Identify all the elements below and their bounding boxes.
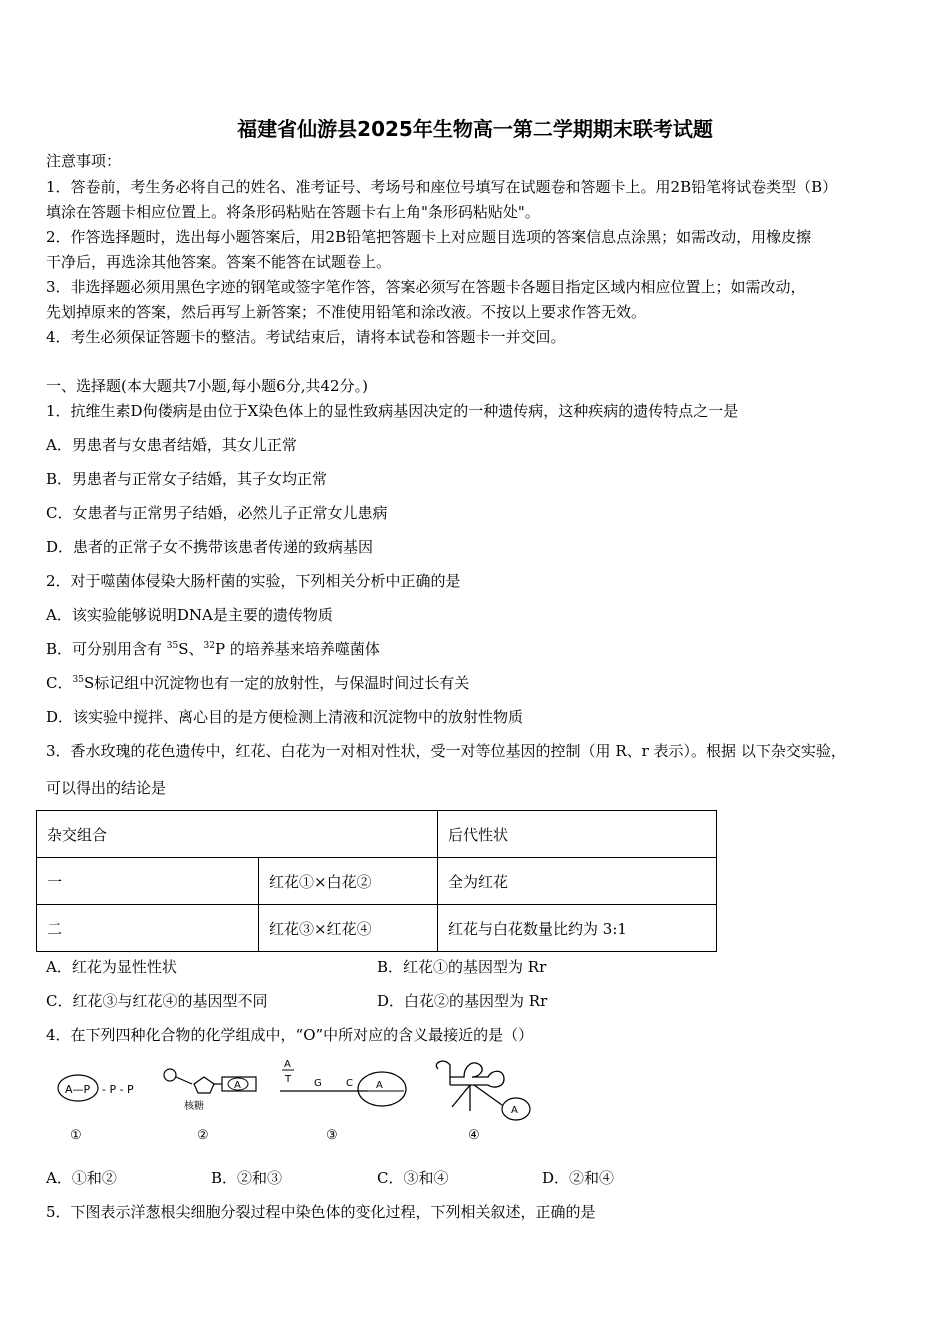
question-4-stem: 4．在下列四种化合物的化学组成中，“O”中所对应的含义最接近的是（）	[46, 1026, 534, 1044]
q2-option-c	[46, 673, 469, 693]
q2-c-pre: C．	[46, 674, 73, 692]
q2-c-post: S标记组中沉淀物也有一定的放射性，与保温时间过长有关	[83, 674, 470, 692]
notice-line: 2．作答选择题时，选出每小题答案后，用2B铅笔把答题卡上对应题目选项的答案信息点涂黑；如需改动，用橡皮擦	[46, 228, 812, 246]
fig3-c: C	[346, 1078, 353, 1089]
notice-line: 填涂在答题卡相应位置上。将条形码粘贴在答题卡右上角"条形码粘贴处"。	[46, 203, 540, 221]
q2-c-sup: 35	[72, 675, 84, 685]
fig3-top: A	[284, 1059, 291, 1070]
fig1-tail: - P - P	[102, 1083, 134, 1096]
figure-4-trna	[430, 1055, 540, 1125]
question-1-stem: 1．抗维生素D佝偻病是由位于X染色体上的显性致病基因决定的一种遗传病，这种疾病的遗传特点之一是	[46, 402, 739, 420]
q2-b-pre: B．可分别用含有	[46, 640, 167, 658]
notice-line: 3．非选择题必须用黑色字迹的钢笔或签字笔作答，答案必须写在答题卡各题目指定区域内相应位置上；如需改动，	[46, 278, 806, 296]
q2-b-mid: S、	[178, 640, 204, 658]
notice-heading: 注意事项：	[46, 152, 122, 170]
table-cell: 红花与白花数量比约为 3:1	[438, 905, 717, 952]
q3-option-c: C．红花③与红花④的基因型不同	[46, 992, 268, 1010]
cross-table	[36, 810, 717, 952]
table-row	[37, 858, 717, 905]
q1-option-b: B．男患者与正常女子结婚，其子女均正常	[46, 470, 328, 488]
page-title: 福建省仙游县2025年生物高一第二学期期末联考试题	[237, 117, 713, 141]
fig2-label: A	[234, 1080, 241, 1091]
table-header-cell: 后代性状	[438, 811, 717, 858]
figure-label-1: ①	[70, 1128, 82, 1143]
q2-option-a: A．该实验能够说明DNA是主要的遗传物质	[46, 606, 333, 624]
q1-option-c: C．女患者与正常男子结婚，必然儿子正常女儿患病	[46, 504, 388, 522]
fig4-label: A	[511, 1105, 518, 1116]
fig1-label: A—P	[65, 1083, 91, 1096]
q3-option-b: B．红花①的基因型为 Rr	[377, 958, 547, 976]
q4-option-a: A．①和②	[46, 1169, 117, 1187]
figure-2-nucleotide	[158, 1055, 268, 1115]
q2-b-post: P 的培养基来培养噬菌体	[214, 640, 380, 658]
fig3-mid: T	[285, 1074, 292, 1085]
figure-3-dna	[278, 1055, 413, 1115]
q3-option-a: A．红花为显性性状	[46, 958, 177, 976]
q3-option-d: D．白花②的基因型为 Rr	[377, 992, 548, 1010]
table-cell: 一	[37, 858, 259, 905]
notice-line: 4．考生必须保证答题卡的整洁。考试结束后，请将本试卷和答题卡一并交回。	[46, 328, 566, 346]
q2-b-sup2: 32	[203, 641, 215, 651]
figure-label-3: ③	[326, 1128, 338, 1143]
table-header-cell: 杂交组合	[37, 811, 438, 858]
question-3-stem: 3．香水玫瑰的花色遗传中，红花、白花为一对相对性状，受一对等位基因的控制（用 R、r 表示）。根据 以下杂交实验，	[46, 742, 846, 760]
table-cell: 红花①×白花②	[259, 858, 438, 905]
q4-option-c: C．③和④	[377, 1169, 449, 1187]
table-row	[37, 811, 717, 858]
q2-b-sup1: 35	[166, 641, 179, 651]
question-5-stem: 5．下图表示洋葱根尖细胞分裂过程中染色体的变化过程，下列相关叙述，正确的是	[46, 1203, 596, 1221]
figure-label-4: ④	[468, 1128, 480, 1143]
table-cell: 全为红花	[438, 858, 717, 905]
q4-option-d: D．②和④	[542, 1169, 615, 1187]
table-row	[37, 905, 717, 952]
notice-line: 先划掉原来的答案，然后再写上新答案；不准使用铅笔和涂改液。不按以上要求作答无效。	[46, 303, 647, 321]
figure-1-atp	[52, 1055, 152, 1115]
fig3-a: A	[376, 1080, 383, 1091]
notice-line: 干净后，再选涂其他答案。答案不能答在试题卷上。	[46, 253, 392, 271]
question-2-stem: 2．对于噬菌体侵染大肠杆菌的实验，下列相关分析中正确的是	[46, 572, 461, 590]
figure-label-2: ②	[197, 1128, 209, 1143]
q1-option-a: A．男患者与女患者结婚，其女儿正常	[46, 436, 297, 454]
question-3-stem-cont: 可以得出的结论是	[46, 779, 167, 797]
q2-option-b	[46, 639, 380, 659]
q1-option-d: D．患者的正常子女不携带该患者传递的致病基因	[46, 538, 374, 556]
q4-option-b: B．②和③	[211, 1169, 283, 1187]
fig2-sugar: 核糖	[184, 1101, 204, 1112]
table-cell: 红花③×红花④	[259, 905, 438, 952]
notice-line: 1．答卷前，考生务必将自己的姓名、准考证号、考场号和座位号填写在试题卷和答题卡上。用2B铅笔将试卷类型（B）	[46, 178, 838, 196]
fig3-g: G	[314, 1078, 322, 1089]
table-cell: 二	[37, 905, 259, 952]
q2-option-d: D．该实验中搅拌、离心目的是方便检测上清液和沉淀物中的放射性物质	[46, 708, 524, 726]
section-heading: 一、选择题(本大题共7小题,每小题6分,共42分。)	[46, 377, 368, 395]
